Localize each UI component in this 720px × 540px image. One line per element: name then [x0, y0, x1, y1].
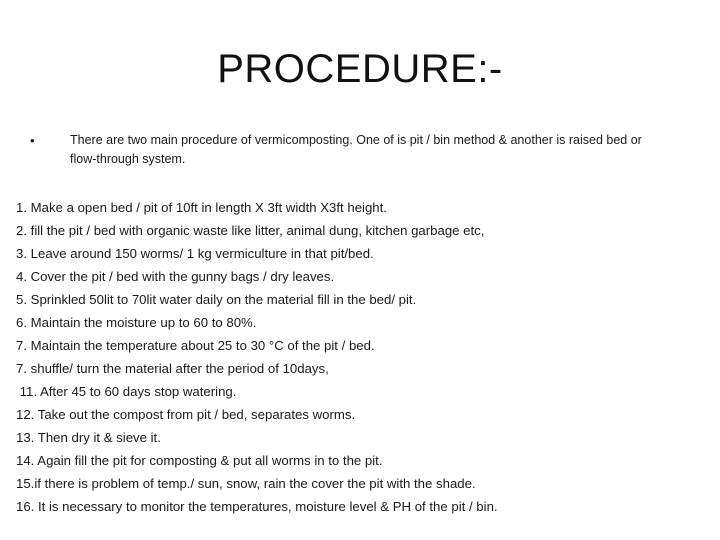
procedure-step: 11. After 45 to 60 days stop watering.: [16, 384, 237, 399]
procedure-step: 3. Leave around 150 worms/ 1 kg vermiculture in that pit/bed.: [16, 246, 374, 261]
procedure-step: 12. Take out the compost from pit / bed, separates worms.: [16, 407, 356, 422]
bullet-marker: •: [30, 133, 35, 148]
procedure-step: 13. Then dry it & sieve it.: [16, 430, 161, 445]
procedure-step: 6. Maintain the moisture up to 60 to 80%.: [16, 315, 257, 330]
procedure-step: 1. Make a open bed / pit of 10ft in length X 3ft width X3ft height.: [16, 200, 387, 215]
procedure-step: 7. shuffle/ turn the material after the period of 10days,: [16, 361, 329, 376]
procedure-step: 4. Cover the pit / bed with the gunny bags / dry leaves.: [16, 269, 335, 284]
procedure-step: 5. Sprinkled 50lit to 70lit water daily on the material fill in the bed/ pit.: [16, 292, 417, 307]
procedure-steps-list: [16, 196, 706, 518]
procedure-step: 2. fill the pit / bed with organic waste like litter, animal dung, kitchen garbage etc,: [16, 223, 485, 238]
procedure-step: 14. Again fill the pit for composting & put all worms in to the pit.: [16, 453, 383, 468]
procedure-step: 15.if there is problem of temp./ sun, snow, rain the cover the pit with the shade.: [16, 476, 476, 491]
slide-title: PROCEDURE:-: [217, 47, 503, 91]
procedure-step: 7. Maintain the temperature about 25 to 30 °C of the pit / bed.: [16, 338, 375, 353]
procedure-step: 16. It is necessary to monitor the temperatures, moisture level & PH of the pit / bin.: [16, 499, 498, 514]
intro-bullet-text: There are two main procedure of vermicomposting. One of is pit / bin method & another is raised bed or flow-through system.: [70, 133, 642, 166]
